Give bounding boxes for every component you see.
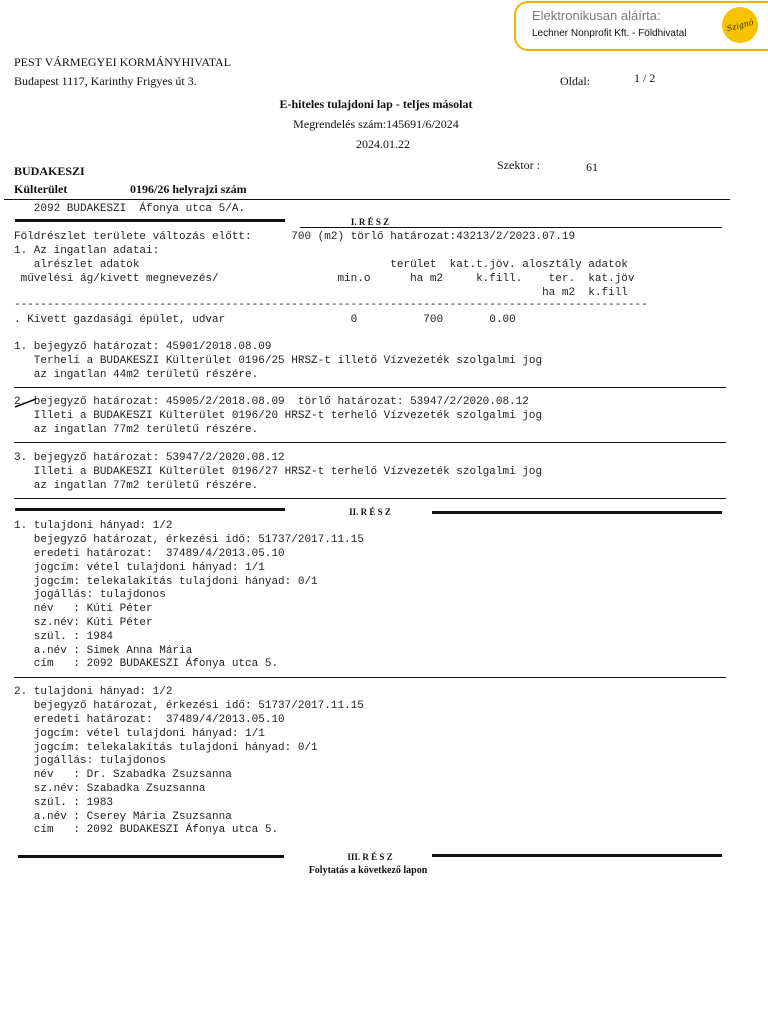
seal-text: Szignó xyxy=(725,17,755,34)
entry-1-line-3: az ingatlan 44m2 területű részére. xyxy=(14,369,259,381)
entry-3-line-2: Illeti a BUDAKESZI Külterület 0196/27 HRSZ-t terhelő Vízvezeték szolgalmi jog xyxy=(14,466,543,478)
header-divider xyxy=(4,199,730,200)
entry-1-line-1: 1. bejegyző határozat: 45901/2018.08.09 xyxy=(14,341,272,353)
owner-1-line: bejegyző határozat, érkezési idő: 51737/2017.11.15 xyxy=(14,534,364,546)
owner-1-line: név : Kúti Péter xyxy=(14,603,153,615)
owner-2-line: szül. : 1983 xyxy=(14,797,114,809)
entry-1-line-2: Terheli a BUDAKESZI Külterület 0196/25 HRSZ-t illető Vízvezeték szolgalmi jog xyxy=(14,355,543,367)
page-label: Oldal: xyxy=(560,74,590,88)
order-number: Megrendelés szám:145691/6/2024 xyxy=(293,117,459,131)
signature-signer: Lechner Nonprofit Kft. - Földhivatal xyxy=(532,28,687,39)
area-change-line: Földrészlet területe változás előtt: 700 (m2) törlő határozat:43213/2/2023.07.19 xyxy=(14,231,576,243)
owner-2-line: cím : 2092 BUDAKESZI Áfonya utca 5. xyxy=(14,824,279,836)
deletion-strike-mark xyxy=(14,396,38,410)
owner-2-line: jogállás: tulajdonos xyxy=(14,755,166,767)
area-type: Külterület xyxy=(14,182,68,196)
owner-divider xyxy=(14,677,726,678)
part1-heading: I. R É S Z xyxy=(350,217,390,227)
document-date: 2024.01.22 xyxy=(356,137,410,151)
part3-rule-left xyxy=(18,855,284,858)
property-address: 2092 BUDAKESZI Áfonya utca 5/A. xyxy=(14,203,246,215)
owner-1-line: jogállás: tulajdonos xyxy=(14,589,166,601)
entry-2-line-1: 2. bejegyző határozat: 45905/2/2018.08.09 törlő határozat: 53947/2/2020.08.12 xyxy=(14,396,529,408)
entry-2-line-3: az ingatlan 77m2 területű részére. xyxy=(14,424,259,436)
entry-divider xyxy=(14,442,726,443)
authority-name: PEST VÁRMEGYEI KORMÁNYHIVATAL xyxy=(14,55,232,69)
owner-1-line: sz.név: Kúti Péter xyxy=(14,617,153,629)
property-data-heading: 1. Az ingatlan adatai: xyxy=(14,245,160,257)
part3-rule-right xyxy=(432,854,722,857)
owner-2-line: a.név : Cserey Mária Zsuzsanna xyxy=(14,811,232,823)
part1-rule-right xyxy=(300,227,722,228)
document-title: E-hiteles tulajdoni lap - teljes másolat xyxy=(279,97,473,111)
property-columns-1: alrészlet adatok terület kat.t.jöv. alosztály adatok xyxy=(14,259,628,271)
owner-1-line: 1. tulajdoni hányad: 1/2 xyxy=(14,520,173,532)
electronic-signature-badge xyxy=(514,1,768,51)
owner-2-line: eredeti határozat: 37489/4/2013.05.10 xyxy=(14,714,285,726)
owner-2-line: név : Dr. Szabadka Zsuzsanna xyxy=(14,769,232,781)
szigno-seal-icon xyxy=(722,7,758,43)
owner-2-line: 2. tulajdoni hányad: 1/2 xyxy=(14,686,173,698)
part1-rule-left xyxy=(15,219,285,222)
entry-2-line-2: Illeti a BUDAKESZI Külterület 0196/20 HRSZ-t terhelő Vízvezeték szolgalmi jog xyxy=(14,410,543,422)
authority-address: Budapest 1117, Karinthy Frigyes út 3. xyxy=(14,74,197,88)
owner-1-line: cím : 2092 BUDAKESZI Áfonya utca 5. xyxy=(14,658,279,670)
property-columns-3: ha m2 k.fill xyxy=(14,287,628,299)
owner-1-line: jogcím: telekalakítás tulajdoni hányad: 0/1 xyxy=(14,576,318,588)
owner-1-line: a.név : Simek Anna Mária xyxy=(14,645,193,657)
city-name: BUDAKESZI xyxy=(14,164,85,178)
owner-2-line: sz.név: Szabadka Zsuzsanna xyxy=(14,783,206,795)
part3-heading: III. R É S Z xyxy=(347,852,393,862)
page-number: 1 / 2 xyxy=(634,71,656,85)
continuation-note: Folytatás a következő lapon xyxy=(308,865,428,876)
owner-2-line: bejegyző határozat, érkezési idő: 51737/2017.11.15 xyxy=(14,700,364,712)
part2-heading: II. R É S Z xyxy=(349,507,391,517)
entry-3-line-1: 3. bejegyző határozat: 53947/2/2020.08.12 xyxy=(14,452,285,464)
owner-1-line: eredeti határozat: 37489/4/2013.05.10 xyxy=(14,548,285,560)
signature-title: Elektronikusan aláírta: xyxy=(532,8,661,23)
entry-divider xyxy=(14,387,726,388)
table-dash-line: ------------------------------------------------------------------------------------------------ xyxy=(14,299,648,311)
part2-rule-left xyxy=(15,508,285,511)
part2-rule-right xyxy=(432,511,722,514)
owner-1-line: szül. : 1984 xyxy=(14,631,114,643)
entry-divider xyxy=(14,498,726,499)
property-row: . Kivett gazdasági épület, udvar 0 700 0.00 xyxy=(14,314,516,326)
parcel-number: 0196/26 helyrajzi szám xyxy=(130,182,247,196)
entry-3-line-3: az ingatlan 77m2 területű részére. xyxy=(14,480,259,492)
sector-value: 61 xyxy=(586,160,598,174)
owner-2-line: jogcím: telekalakítás tulajdoni hányad: 0/1 xyxy=(14,742,318,754)
sector-label: Szektor : xyxy=(497,158,540,172)
owner-1-line: jogcím: vétel tulajdoni hányad: 1/1 xyxy=(14,562,265,574)
owner-2-line: jogcím: vétel tulajdoni hányad: 1/1 xyxy=(14,728,265,740)
property-columns-2: művelési ág/kivett megnevezés/ min.o ha m2 k.fill. ter. kat.jöv xyxy=(14,273,635,285)
